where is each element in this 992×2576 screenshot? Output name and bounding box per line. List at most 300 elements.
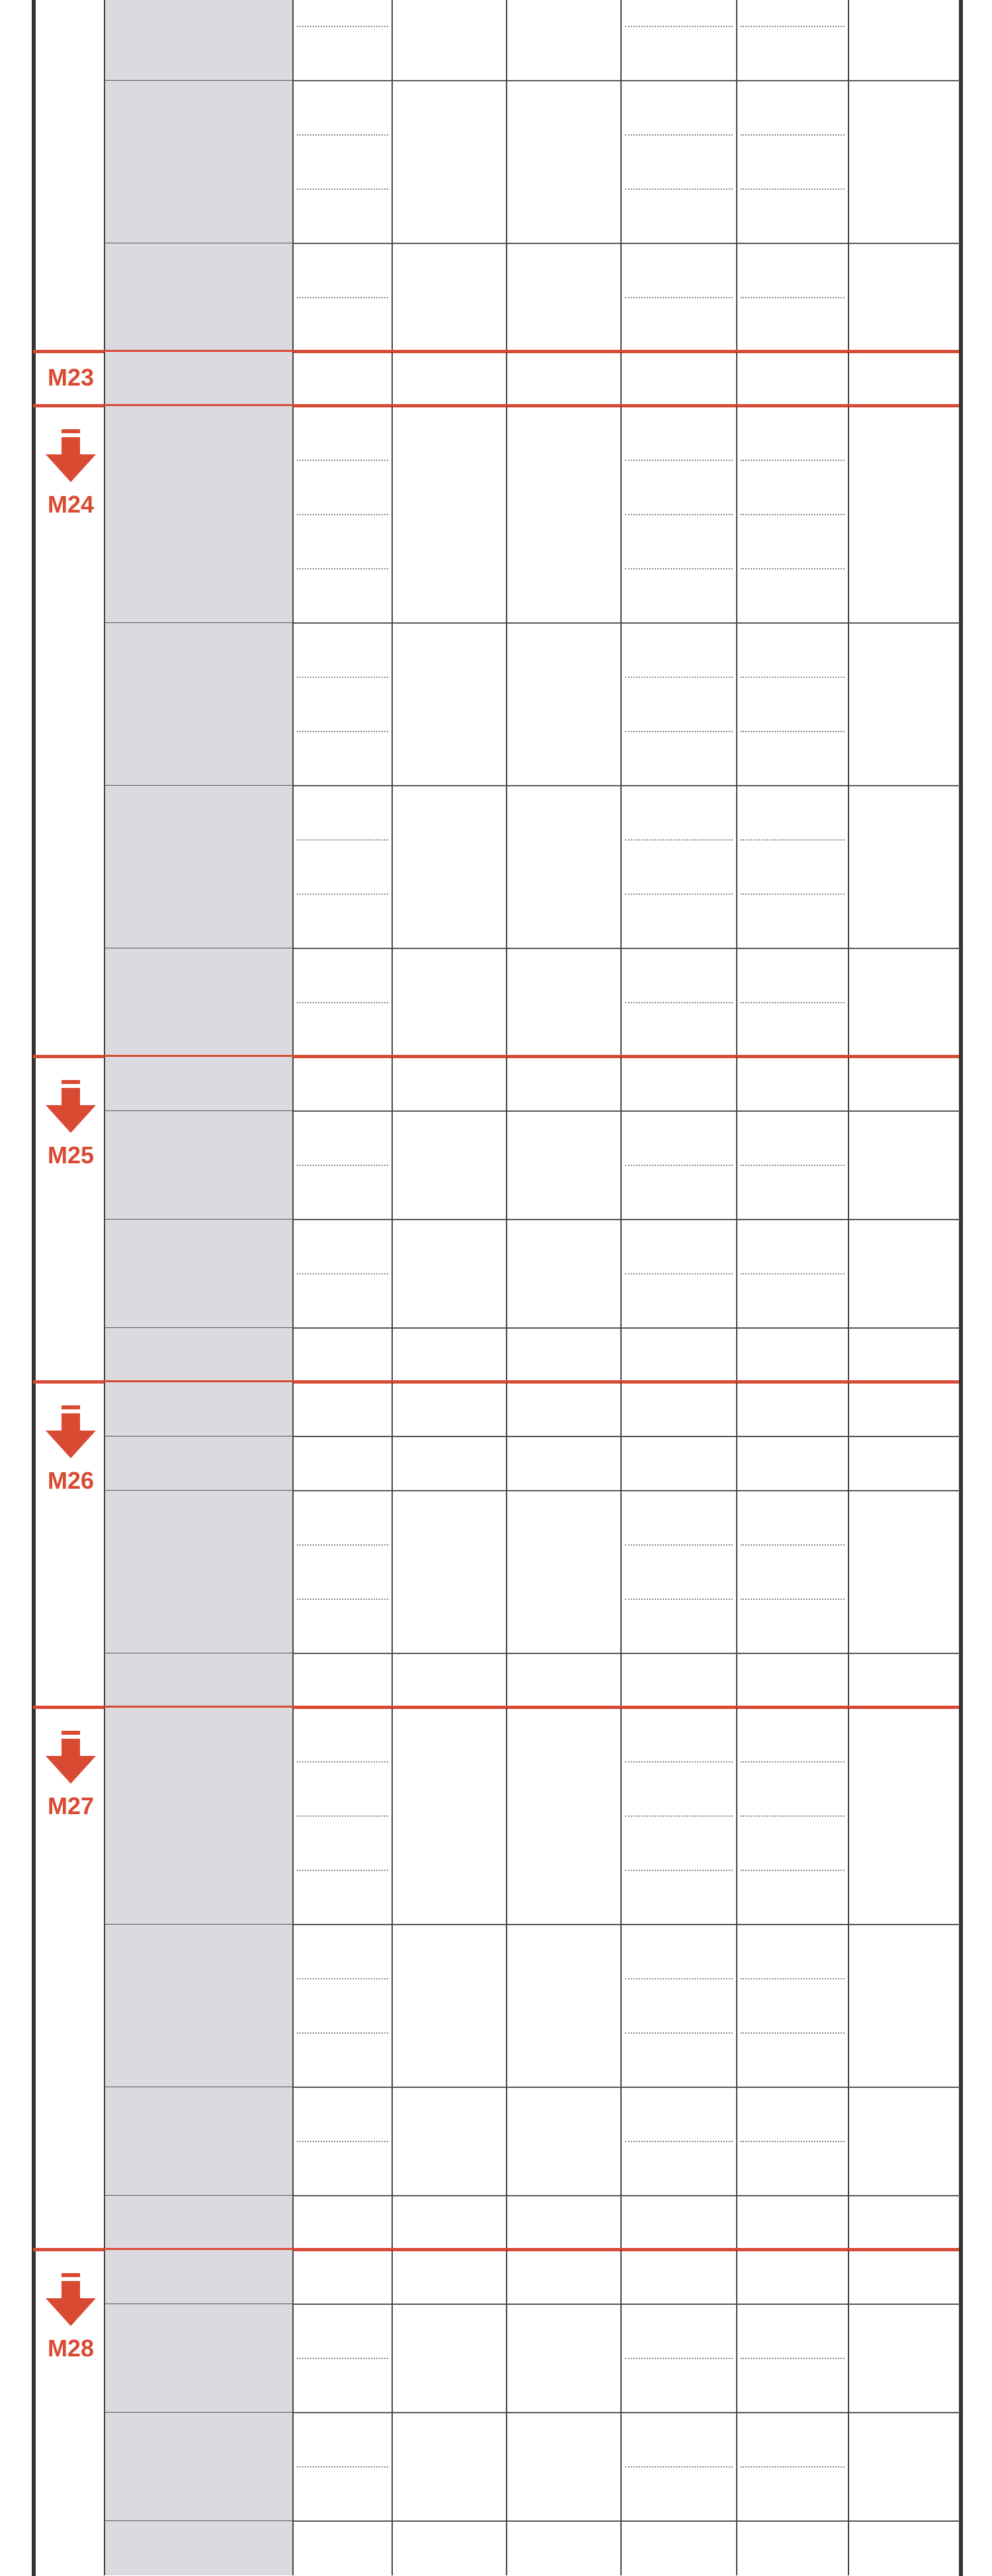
- value-a-cell: [621, 840, 737, 894]
- value-b-cell: [737, 1545, 848, 1599]
- column-divider: [392, 1382, 393, 1708]
- value-b-cell: [737, 406, 848, 460]
- column-divider: [620, 1382, 622, 1708]
- tolerance-class-cell: [293, 569, 392, 623]
- pitch-diameter-cell: [507, 2250, 621, 2304]
- row-divider-dotted: [741, 1002, 845, 1003]
- major-diameter-cell: [392, 0, 507, 81]
- major-diameter-cell: [392, 1925, 507, 2087]
- value-b-cell: [737, 189, 848, 243]
- row-divider-dotted: [741, 1978, 845, 1979]
- value-b-cell: [737, 1165, 848, 1220]
- column-divider: [506, 1382, 507, 1708]
- pitch-diameter-cell: [507, 243, 621, 352]
- column-divider: [104, 1057, 105, 1382]
- column-divider: [736, 0, 737, 352]
- tolerance-class-cell: [293, 1816, 392, 1870]
- row-divider-dotted: [741, 26, 845, 27]
- tolerance-class-cell: [293, 1382, 392, 1436]
- pitch-diameter-cell: [507, 1708, 621, 1925]
- tolerance-class-cell: [293, 2087, 392, 2141]
- thread-size-cell: [104, 243, 293, 352]
- tolerance-class-cell: [293, 460, 392, 515]
- value-a-cell: [621, 1003, 737, 1057]
- major-diameter-cell: [392, 2304, 507, 2413]
- row-divider-dotted: [297, 1273, 388, 1274]
- major-diameter-cell: [392, 1708, 507, 1925]
- value-a-cell: [621, 81, 737, 135]
- tolerance-class-cell: [293, 1653, 392, 1708]
- value-a-cell: [621, 786, 737, 840]
- column-divider: [848, 1708, 849, 2250]
- row-divider-dotted: [741, 188, 845, 190]
- major-diameter-cell: [392, 1220, 507, 1328]
- column-divider: [392, 1057, 393, 1382]
- value-a-cell: [621, 2521, 737, 2575]
- value-a-cell: [621, 1708, 737, 1762]
- tolerance-class-cell: [293, 1111, 392, 1165]
- row-divider-dotted: [625, 2141, 733, 2142]
- thread-size-cell: [104, 406, 293, 623]
- row-divider-dotted: [297, 26, 388, 27]
- row-divider-dotted: [625, 188, 733, 190]
- major-diameter-cell: [392, 2413, 507, 2521]
- major-diameter-cell: [392, 2250, 507, 2304]
- column-divider: [506, 0, 507, 352]
- tolerance-class-cell: [293, 894, 392, 948]
- row-divider-dotted: [297, 677, 388, 678]
- row-divider-dotted: [741, 1761, 845, 1763]
- tolerance-class-cell: [293, 1762, 392, 1816]
- value-a-cell: [621, 515, 737, 569]
- pitch-diameter-cell: [507, 2413, 621, 2521]
- thread-size-cell: [104, 2196, 293, 2250]
- major-diameter-cell: [392, 2521, 507, 2575]
- column-divider: [506, 406, 507, 1057]
- tolerance-class-cell: [293, 1220, 392, 1274]
- value-a-cell: [621, 569, 737, 623]
- pitch-diameter-cell: [507, 1057, 621, 1111]
- pitch-diameter-cell: [507, 81, 621, 243]
- tolerance-class-cell: [293, 2467, 392, 2521]
- column-divider: [292, 0, 294, 352]
- row-divider-dotted: [625, 568, 733, 569]
- thread-size-cell: [104, 948, 293, 1057]
- value-b-cell: [737, 1491, 848, 1545]
- value-b-cell: [737, 298, 848, 352]
- column-divider: [736, 352, 737, 406]
- major-diameter-cell: [392, 948, 507, 1057]
- tolerance-class-cell: [293, 1057, 392, 1111]
- tolerance-class-cell: [293, 243, 392, 298]
- value-b-cell: [737, 2033, 848, 2087]
- row-divider-dotted: [297, 1870, 388, 1871]
- tolerance-class-cell: [293, 1599, 392, 1653]
- major-diameter-cell: [392, 623, 507, 786]
- column-divider: [392, 2250, 393, 2575]
- column-divider: [506, 352, 507, 406]
- tolerance-class-cell: [293, 26, 392, 81]
- tolerance-class-cell: [293, 1491, 392, 1545]
- row-divider-dotted: [625, 460, 733, 461]
- value-b-cell: [737, 1220, 848, 1274]
- group-label: M28: [47, 2335, 95, 2362]
- row-divider-dotted: [297, 1978, 388, 1979]
- minor-diameter-cell: [848, 2304, 960, 2413]
- minor-diameter-cell: [848, 2413, 960, 2521]
- minor-diameter-cell: [848, 2196, 960, 2250]
- row-divider-dotted: [297, 1165, 388, 1166]
- thread-size-cell: [104, 0, 293, 81]
- row-divider-dotted: [741, 2466, 845, 2468]
- major-diameter-cell: [392, 81, 507, 243]
- row-divider-dotted: [297, 2032, 388, 2034]
- value-a-cell: [621, 894, 737, 948]
- pitch-diameter-cell: [507, 1220, 621, 1328]
- value-b-cell: [737, 1382, 848, 1436]
- down-arrow-icon: [42, 1405, 100, 1460]
- value-b-cell: [737, 352, 848, 406]
- value-a-cell: [621, 2358, 737, 2413]
- tolerance-class-cell: [293, 2521, 392, 2575]
- column-divider: [736, 2250, 737, 2575]
- column-divider: [848, 352, 849, 406]
- minor-diameter-cell: [848, 81, 960, 243]
- row-divider-dotted: [297, 134, 388, 136]
- tolerance-class-cell: [293, 1925, 392, 1979]
- minor-diameter-cell: [848, 1925, 960, 2087]
- column-divider: [292, 1382, 294, 1708]
- minor-diameter-cell: [848, 1491, 960, 1653]
- thread-size-cell: [104, 2521, 293, 2575]
- value-b-cell: [737, 460, 848, 515]
- row-divider-dotted: [297, 1761, 388, 1763]
- value-a-cell: [621, 1979, 737, 2033]
- value-b-cell: [737, 1003, 848, 1057]
- column-divider: [392, 352, 393, 406]
- tolerance-class-cell: [293, 1870, 392, 1925]
- column-divider: [736, 406, 737, 1057]
- value-b-cell: [737, 0, 848, 26]
- tolerance-class-cell: [293, 2304, 392, 2358]
- value-a-cell: [621, 1220, 737, 1274]
- row-divider-dotted: [297, 1599, 388, 1600]
- minor-diameter-cell: [848, 1382, 960, 1436]
- column-divider: [506, 1057, 507, 1382]
- row-divider-dotted: [625, 839, 733, 841]
- minor-diameter-cell: [848, 2521, 960, 2575]
- value-b-cell: [737, 677, 848, 731]
- tolerance-class-cell: [293, 81, 392, 135]
- value-a-cell: [621, 1436, 737, 1491]
- minor-diameter-cell: [848, 243, 960, 352]
- thread-size-cell: [104, 786, 293, 948]
- tolerance-class-cell: [293, 2196, 392, 2250]
- tolerance-class-cell: [293, 1436, 392, 1491]
- thread-size-cell: [104, 81, 293, 243]
- column-divider: [104, 1708, 105, 2250]
- value-a-cell: [621, 1165, 737, 1220]
- tolerance-class-cell: [293, 731, 392, 786]
- tolerance-class-cell: [293, 2358, 392, 2413]
- minor-diameter-cell: [848, 623, 960, 786]
- value-a-cell: [621, 2033, 737, 2087]
- value-b-cell: [737, 2250, 848, 2304]
- value-b-cell: [737, 243, 848, 298]
- major-diameter-cell: [392, 2196, 507, 2250]
- row-divider-dotted: [741, 893, 845, 895]
- minor-diameter-cell: [848, 1220, 960, 1328]
- row-divider-dotted: [297, 2141, 388, 2142]
- row-divider-dotted: [297, 1815, 388, 1817]
- value-a-cell: [621, 1057, 737, 1111]
- value-a-cell: [621, 1382, 737, 1436]
- row-divider-dotted: [741, 1165, 845, 1166]
- row-divider-dotted: [625, 1815, 733, 1817]
- major-diameter-cell: [392, 786, 507, 948]
- major-diameter-cell: [392, 1436, 507, 1491]
- thread-size-cell: [104, 1436, 293, 1491]
- tolerance-class-cell: [293, 948, 392, 1003]
- thread-size-cell: [104, 2304, 293, 2413]
- minor-diameter-cell: [848, 0, 960, 81]
- row-divider-dotted: [625, 893, 733, 895]
- column-divider: [848, 406, 849, 1057]
- value-b-cell: [737, 840, 848, 894]
- value-a-cell: [621, 677, 737, 731]
- tolerance-class-cell: [293, 1328, 392, 1382]
- row-divider-dotted: [625, 2032, 733, 2034]
- thread-size-cell: [104, 1057, 293, 1111]
- row-divider-dotted: [297, 731, 388, 732]
- row-divider-dotted: [625, 297, 733, 298]
- row-divider-dotted: [741, 1870, 845, 1871]
- value-a-cell: [621, 948, 737, 1003]
- tolerance-class-cell: [293, 135, 392, 189]
- thread-size-cell: [104, 1925, 293, 2087]
- group-label: M27: [47, 1792, 95, 1819]
- tolerance-class-cell: [293, 515, 392, 569]
- row-divider-dotted: [741, 134, 845, 136]
- column-divider: [620, 1708, 622, 2250]
- major-diameter-cell: [392, 352, 507, 406]
- row-divider-dotted: [297, 2466, 388, 2468]
- minor-diameter-cell: [848, 948, 960, 1057]
- thread-size-cell: [104, 352, 293, 406]
- row-divider-dotted: [741, 1544, 845, 1546]
- pitch-diameter-cell: [507, 786, 621, 948]
- column-divider: [848, 0, 849, 352]
- column-divider: [292, 352, 294, 406]
- pitch-diameter-cell: [507, 2521, 621, 2575]
- value-a-cell: [621, 1491, 737, 1545]
- pitch-diameter-cell: [507, 1382, 621, 1436]
- value-a-cell: [621, 731, 737, 786]
- tolerance-class-cell: [293, 1274, 392, 1328]
- row-divider-dotted: [741, 677, 845, 678]
- column-divider: [104, 1382, 105, 1708]
- value-a-cell: [621, 2087, 737, 2141]
- pitch-diameter-cell: [507, 2087, 621, 2196]
- column-divider: [620, 2250, 622, 2575]
- thread-size-cell: [104, 2250, 293, 2304]
- column-divider: [506, 2250, 507, 2575]
- row-divider-dotted: [297, 514, 388, 515]
- thread-size-cell: [104, 2087, 293, 2196]
- group-label: M23: [47, 364, 95, 391]
- thread-size-cell: [104, 1708, 293, 1925]
- value-b-cell: [737, 1274, 848, 1328]
- group-label: M26: [47, 1467, 95, 1494]
- row-divider-dotted: [297, 2358, 388, 2359]
- value-b-cell: [737, 623, 848, 677]
- value-a-cell: [621, 352, 737, 406]
- value-a-cell: [621, 1653, 737, 1708]
- thread-size-cell: [104, 1111, 293, 1220]
- down-arrow-icon: [42, 1731, 100, 1785]
- value-a-cell: [621, 1274, 737, 1328]
- column-divider: [736, 1057, 737, 1382]
- row-divider-dotted: [625, 1165, 733, 1166]
- pitch-diameter-cell: [507, 406, 621, 623]
- value-b-cell: [737, 1870, 848, 1925]
- pitch-diameter-cell: [507, 2196, 621, 2250]
- thread-size-cell: [104, 1220, 293, 1328]
- value-b-cell: [737, 731, 848, 786]
- value-a-cell: [621, 2196, 737, 2250]
- tolerance-class-cell: [293, 1165, 392, 1220]
- value-b-cell: [737, 2196, 848, 2250]
- value-b-cell: [737, 1979, 848, 2033]
- row-divider-dotted: [625, 1273, 733, 1274]
- tolerance-class-cell: [293, 352, 392, 406]
- row-divider-dotted: [625, 1002, 733, 1003]
- tolerance-class-cell: [293, 623, 392, 677]
- value-a-cell: [621, 406, 737, 460]
- thread-size-cell: [104, 623, 293, 786]
- row-divider-dotted: [741, 2032, 845, 2034]
- column-divider: [392, 0, 393, 352]
- value-a-cell: [621, 135, 737, 189]
- value-b-cell: [737, 1057, 848, 1111]
- row-divider-dotted: [625, 134, 733, 136]
- row-divider-dotted: [625, 1599, 733, 1600]
- row-divider-dotted: [741, 514, 845, 515]
- row-divider-dotted: [297, 460, 388, 461]
- column-divider: [620, 1057, 622, 1382]
- row-divider-dotted: [741, 2358, 845, 2359]
- major-diameter-cell: [392, 2087, 507, 2196]
- tolerance-class-cell: [293, 406, 392, 460]
- row-divider-dotted: [741, 568, 845, 569]
- row-divider-dotted: [297, 568, 388, 569]
- minor-diameter-cell: [848, 1057, 960, 1111]
- tolerance-class-cell: [293, 840, 392, 894]
- tolerance-class-cell: [293, 189, 392, 243]
- pitch-diameter-cell: [507, 1328, 621, 1382]
- row-divider-dotted: [297, 297, 388, 298]
- value-a-cell: [621, 2141, 737, 2196]
- value-b-cell: [737, 81, 848, 135]
- column-divider: [848, 2250, 849, 2575]
- row-divider-dotted: [741, 1599, 845, 1600]
- tolerance-class-cell: [293, 1003, 392, 1057]
- column-divider: [392, 1708, 393, 2250]
- value-b-cell: [737, 2087, 848, 2141]
- value-b-cell: [737, 1762, 848, 1816]
- pitch-diameter-cell: [507, 1491, 621, 1653]
- value-b-cell: [737, 1925, 848, 1979]
- value-a-cell: [621, 2467, 737, 2521]
- value-a-cell: [621, 2413, 737, 2467]
- tolerance-class-cell: [293, 2141, 392, 2196]
- row-divider-dotted: [625, 1761, 733, 1763]
- minor-diameter-cell: [848, 2250, 960, 2304]
- row-divider-dotted: [625, 26, 733, 27]
- pitch-diameter-cell: [507, 352, 621, 406]
- column-divider: [620, 352, 622, 406]
- minor-diameter-cell: [848, 1708, 960, 1925]
- thread-size-cell: [104, 1382, 293, 1436]
- row-divider-dotted: [741, 2141, 845, 2142]
- major-diameter-cell: [392, 1653, 507, 1708]
- value-b-cell: [737, 26, 848, 81]
- row-divider-dotted: [625, 1870, 733, 1871]
- column-divider: [506, 1708, 507, 2250]
- column-divider: [848, 1382, 849, 1708]
- row-divider-dotted: [625, 1978, 733, 1979]
- value-b-cell: [737, 1708, 848, 1762]
- minor-diameter-cell: [848, 406, 960, 623]
- down-arrow-icon: [42, 2273, 100, 2327]
- value-b-cell: [737, 2467, 848, 2521]
- row-divider-dotted: [625, 731, 733, 732]
- column-divider: [292, 406, 294, 1057]
- tolerance-class-cell: [293, 1545, 392, 1599]
- value-a-cell: [621, 623, 737, 677]
- tolerance-class-cell: [293, 2033, 392, 2087]
- thread-size-cell: [104, 2413, 293, 2521]
- thread-size-cell: [104, 1653, 293, 1708]
- column-divider: [104, 2250, 105, 2575]
- value-b-cell: [737, 2413, 848, 2467]
- row-divider-dotted: [741, 297, 845, 298]
- pitch-diameter-cell: [507, 2304, 621, 2413]
- value-b-cell: [737, 135, 848, 189]
- value-b-cell: [737, 569, 848, 623]
- pitch-diameter-cell: [507, 1111, 621, 1220]
- row-divider-dotted: [297, 839, 388, 841]
- value-b-cell: [737, 2141, 848, 2196]
- column-divider: [848, 1057, 849, 1382]
- value-a-cell: [621, 243, 737, 298]
- table-left-border: [32, 0, 36, 2576]
- value-a-cell: [621, 1545, 737, 1599]
- row-divider-dotted: [741, 731, 845, 732]
- pitch-diameter-cell: [507, 623, 621, 786]
- down-arrow-icon: [42, 1080, 100, 1134]
- value-b-cell: [737, 948, 848, 1003]
- group-label: M24: [47, 491, 95, 518]
- value-b-cell: [737, 1599, 848, 1653]
- pitch-diameter-cell: [507, 1925, 621, 2087]
- minor-diameter-cell: [848, 1111, 960, 1220]
- minor-diameter-cell: [848, 1328, 960, 1382]
- row-divider-dotted: [741, 460, 845, 461]
- pitch-diameter-cell: [507, 0, 621, 81]
- column-divider: [620, 0, 622, 352]
- value-a-cell: [621, 189, 737, 243]
